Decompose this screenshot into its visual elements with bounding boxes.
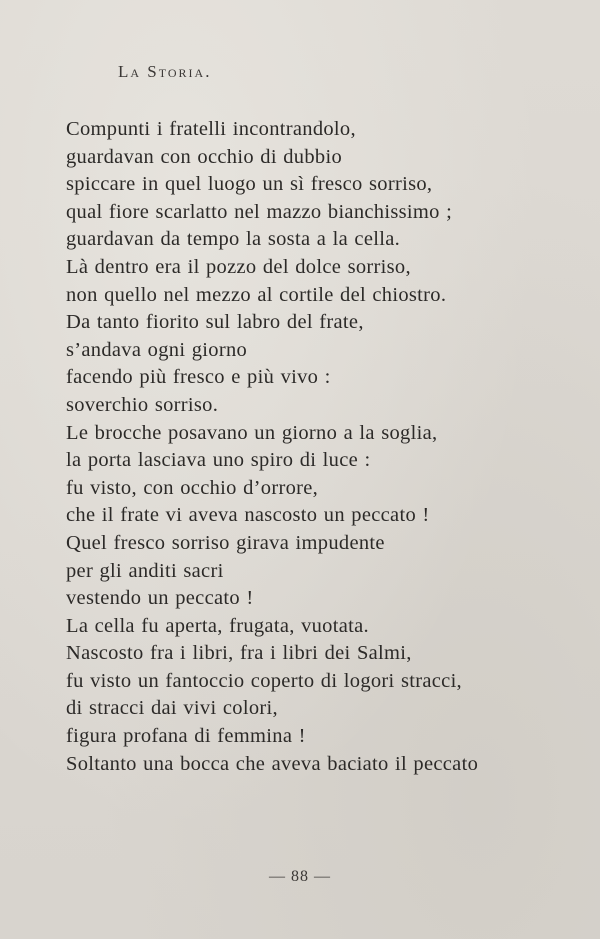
poem-line: Compunti i fratelli incontrandolo, [66,118,356,140]
poem-text [66,116,566,778]
poem-line: figura profana di femmina ! [66,725,306,748]
poem-line: di stracci dai vivi colori, [66,697,278,720]
poem-line: che il frate vi aveva nascosto un peccato ! [66,504,430,527]
poem-line: s’andava ogni giorno [66,338,248,361]
poem-line: la porta lasciava uno spiro di luce : [66,449,371,472]
poem-line: Da tanto fiorito sul labro del frate, [66,311,364,334]
poem-line: Là dentro era il pozzo del dolce sorriso, [66,255,411,278]
poem-line: La cella fu aperta, frugata, vuotata. [66,614,369,637]
poem-line: per gli anditi sacri [66,559,224,582]
poem-line: facendo più fresco e più vivo : [66,366,331,389]
poem-line: vestendo un peccato ! [66,587,254,610]
poem-line: fu visto un fantoccio coperto di logori stracci, [66,669,462,692]
poem-line: Quel fresco sorriso girava impudente [66,531,385,554]
poem-line: Soltanto una bocca che aveva baciato il peccato [66,752,479,775]
poem-line: guardavan con occhio di dubbio [66,145,343,168]
poem-line: non quello nel mezzo al cortile del chiostro. [66,283,447,306]
page-number: — 88 — [269,868,331,885]
poem-line: soverchio sorriso. [66,393,219,416]
poem-line: fu visto, con occhio d’orrore, [66,476,319,499]
poem-line: Le brocche posavano un giorno a la soglia, [66,421,438,444]
running-header: La Storia. [118,62,212,81]
poem-line: spiccare in quel luogo un sì fresco sorriso, [66,173,433,196]
poem-line: qual fiore scarlatto nel mazzo bianchissimo ; [66,200,453,223]
poem-line: Nascosto fra i libri, fra i libri dei Salmi, [66,642,412,665]
poem-line: guardavan da tempo la sosta a la cella. [66,228,401,251]
